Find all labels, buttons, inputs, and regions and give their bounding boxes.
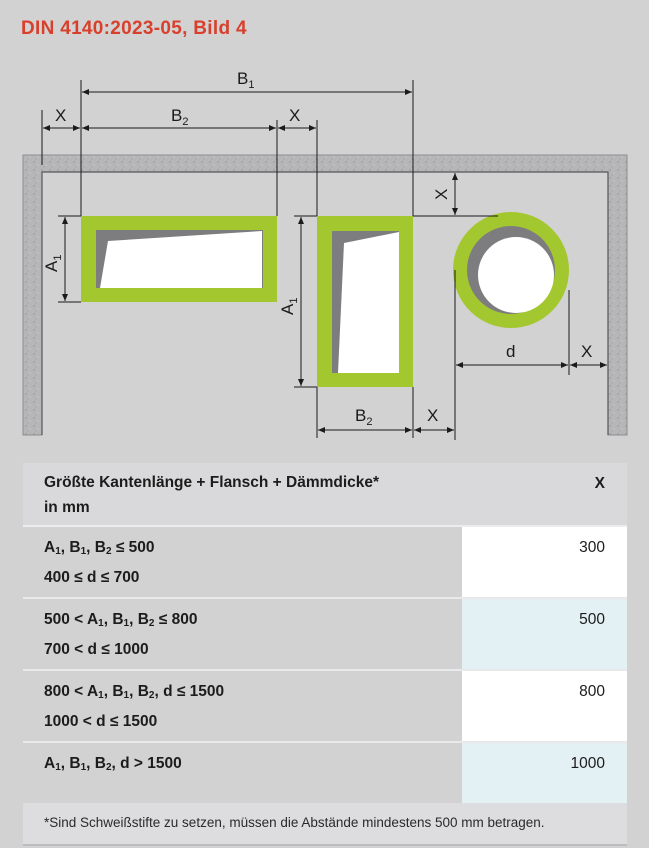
row-value-x: 800 bbox=[462, 671, 627, 741]
condition-line-1: $A_1$, $B_1$, $B_2$, d > 1500 bbox=[44, 755, 182, 773]
row-condition bbox=[23, 527, 462, 597]
label-b1: $B_1$ bbox=[237, 69, 255, 91]
table-row bbox=[23, 671, 627, 743]
condition-line-2: 700 < d ≤ 1000 bbox=[44, 641, 149, 658]
condition-line-1: $800 < A_1$, $B_1$, $B_2$, d ≤ 1500 bbox=[44, 683, 225, 701]
duct-clearance-diagram bbox=[0, 48, 649, 448]
table-row bbox=[23, 599, 627, 671]
rectangular-duct-vertical bbox=[317, 216, 413, 387]
row-value-x: 300 bbox=[462, 527, 627, 597]
label-b2-bottom: $B_2$ bbox=[355, 406, 373, 428]
label-x-top-circle: X bbox=[432, 188, 451, 200]
label-a1-vertical: $A_1$ bbox=[278, 297, 300, 315]
row-value-x: 1000 bbox=[462, 743, 627, 803]
row-condition bbox=[23, 599, 462, 669]
condition-line-1: $A_1$, $B_1$, $B_2 \le 500$ bbox=[44, 539, 155, 557]
label-d: d bbox=[506, 342, 516, 361]
row-condition bbox=[23, 671, 462, 741]
table-row bbox=[23, 743, 627, 803]
condition-line-2: 1000 < d ≤ 1500 bbox=[44, 713, 158, 730]
figure-title: DIN 4140:2023-05, Bild 4 bbox=[21, 18, 247, 39]
table-header bbox=[23, 463, 627, 527]
footnote: *Sind Schweißstifte zu setzen, müssen die Abstände mindestens 500 mm betragen. bbox=[23, 803, 627, 844]
table-row bbox=[23, 527, 627, 599]
row-condition bbox=[23, 743, 462, 803]
rectangular-duct-horizontal bbox=[81, 216, 277, 302]
round-duct bbox=[453, 212, 569, 328]
header-x: X bbox=[594, 475, 605, 492]
label-a1-left: $A_1$ bbox=[42, 254, 64, 272]
row-value-x: 500 bbox=[462, 599, 627, 669]
label-x-middle: X bbox=[289, 106, 301, 125]
label-x-right: X bbox=[581, 342, 593, 361]
label-x-left: X bbox=[55, 106, 67, 125]
clearance-table bbox=[23, 463, 627, 846]
label-x-bottom: X bbox=[427, 406, 439, 425]
condition-line-1: $500 < A_1$, $B_1$, $B_2 \le 800$ bbox=[44, 611, 198, 629]
label-b2-top: $B_2$ bbox=[171, 106, 189, 128]
header-description: Größte Kantenlänge + Flansch + Dämmdicke* in mm bbox=[44, 474, 380, 516]
condition-line-2: 400 ≤ d ≤ 700 bbox=[44, 569, 140, 586]
